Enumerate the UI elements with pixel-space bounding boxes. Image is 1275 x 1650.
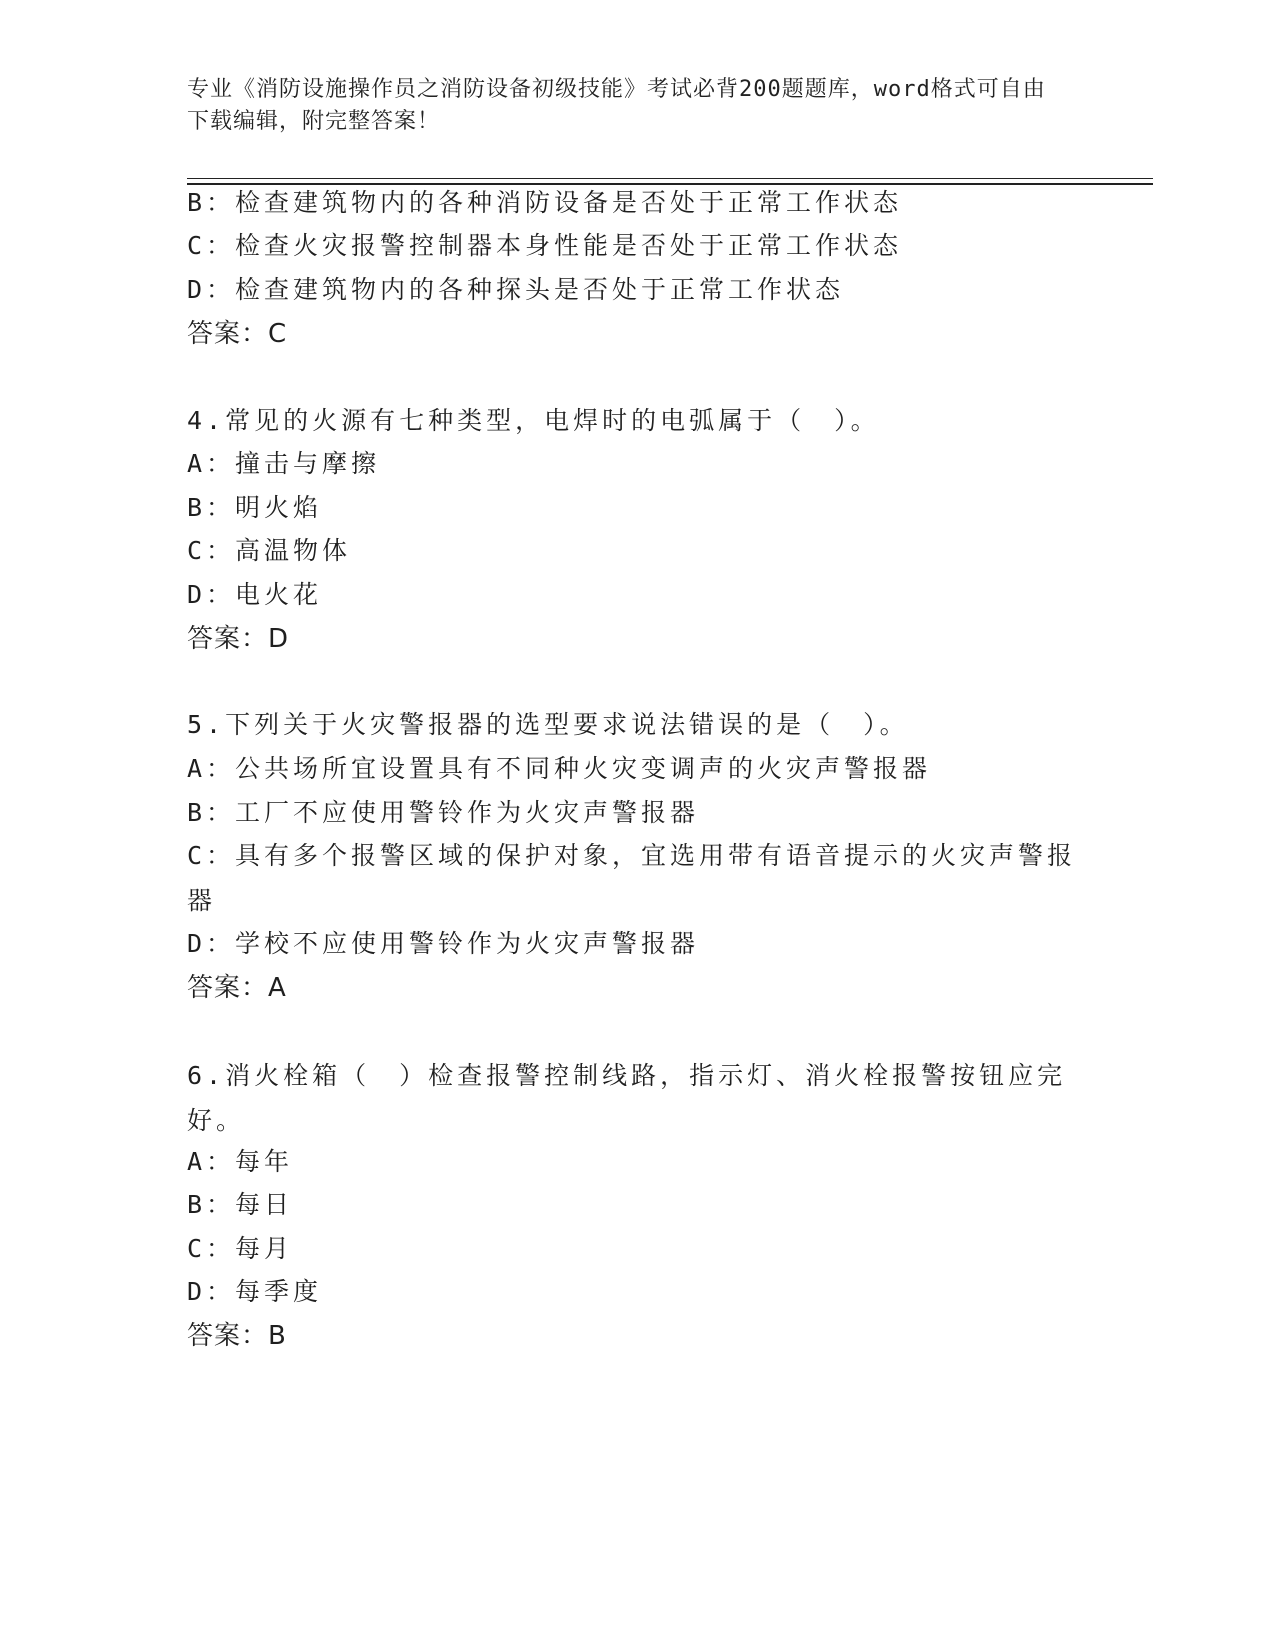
q4-option-a: A：撞击与摩擦 — [187, 449, 381, 478]
q3-option-d: D：检查建筑物内的各种探头是否处于正常工作状态 — [187, 275, 845, 304]
q6-option-b: B：每日 — [187, 1190, 294, 1219]
document-header: 专业《消防设施操作员之消防设备初级技能》考试必背200题题库，word格式可自由下载编辑，附完整答案！ — [187, 77, 1046, 134]
q3-option-b: B：检查建筑物内的各种消防设备是否处于正常工作状态 — [187, 188, 903, 217]
q5-question: 5.下列关于火灾警报器的选型要求说法错误的是（ ）。 — [187, 710, 909, 739]
q3-option-c: C：检查火灾报警控制器本身性能是否处于正常工作状态 — [187, 231, 903, 260]
q4-option-b: B：明火焰 — [187, 493, 323, 522]
q6-answer: 答案：B — [187, 1321, 287, 1351]
q6-option-a: A：每年 — [187, 1147, 294, 1176]
q4-option-d: D：电火花 — [187, 580, 323, 609]
header-divider-thin — [187, 178, 1153, 179]
q5-option-d: D：学校不应使用警铃作为火灾声警报器 — [187, 929, 700, 958]
q5-option-b: B：工厂不应使用警铃作为火灾声警报器 — [187, 798, 700, 827]
q5-answer: 答案：A — [187, 973, 287, 1003]
q4-question: 4.常见的火源有七种类型，电焊时的电弧属于（ ）。 — [187, 406, 880, 435]
q6-question: 6.消火栓箱（ ）检查报警控制线路，指示灯、消火栓报警按钮应完好。 — [187, 1061, 1067, 1135]
q6-option-d: D：每季度 — [187, 1277, 323, 1306]
header-divider-thick — [187, 183, 1153, 185]
q5-option-c: C：具有多个报警区域的保护对象，宜选用带有语音提示的火灾声警报器 — [187, 841, 1077, 915]
q4-answer: 答案：D — [187, 624, 290, 654]
q4-option-c: C：高温物体 — [187, 536, 352, 565]
q3-answer: 答案：C — [187, 319, 288, 349]
q6-option-c: C：每月 — [187, 1234, 294, 1263]
q5-option-a: A：公共场所宜设置具有不同种火灾变调声的火灾声警报器 — [187, 754, 932, 783]
